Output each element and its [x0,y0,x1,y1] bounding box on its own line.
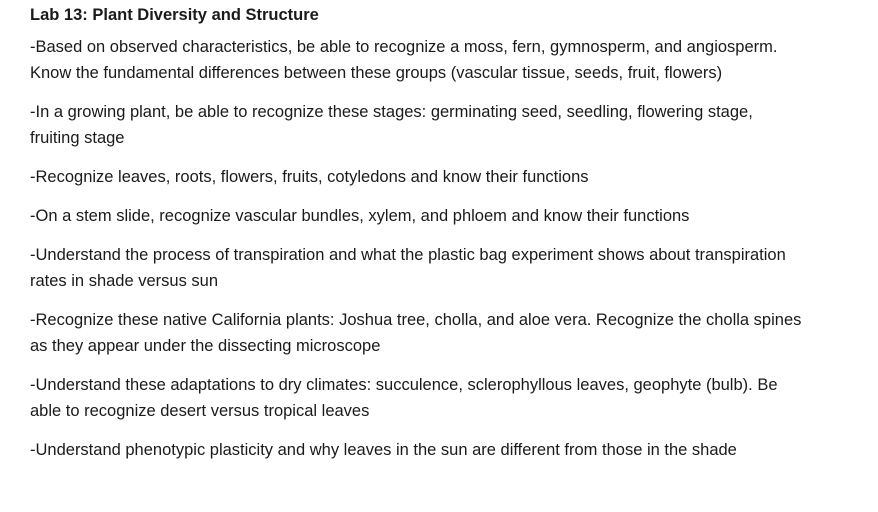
item-line: -Recognize these native California plants: Joshua tree, cholla, and aloe vera. Recognize the cholla spines [30,311,802,329]
item-line: as they appear under the dissecting microscope [30,337,381,355]
item-line: Know the fundamental differences between these groups (vascular tissue, seeds, fruit, flowers) [30,64,723,82]
list-item-phenotypic-plasticity [30,437,870,463]
item-line: -On a stem slide, recognize vascular bundles, xylem, and phloem and know their functions [30,207,690,225]
item-line: fruiting stage [30,129,125,147]
list-item-plant-organs [30,164,870,190]
item-line: -Based on observed characteristics, be able to recognize a moss, fern, gymnosperm, and angiosperm. [30,38,778,56]
document-page [30,5,870,476]
list-item-dry-climate-adaptations [30,372,870,424]
item-line: -Understand phenotypic plasticity and why leaves in the sun are different from those in the shade [30,441,737,459]
item-line: rates in shade versus sun [30,272,219,290]
list-item-growth-stages [30,99,870,151]
list-item-transpiration [30,242,870,294]
list-item-california-plants [30,307,870,359]
item-line: -In a growing plant, be able to recognize these stages: germinating seed, seedling, flowering stage, [30,103,753,121]
item-line: -Understand these adaptations to dry climates: succulence, sclerophyllous leaves, geophyte (bulb). Be [30,376,778,394]
list-item-plant-groups [30,34,870,86]
item-line: -Understand the process of transpiration and what the plastic bag experiment shows about transpiration [30,246,786,264]
item-line: able to recognize desert versus tropical leaves [30,402,370,420]
list-item-stem-slide [30,203,870,229]
document-title: Lab 13: Plant Diversity and Structure [30,6,319,24]
item-line: -Recognize leaves, roots, flowers, fruits, cotyledons and know their functions [30,168,589,186]
